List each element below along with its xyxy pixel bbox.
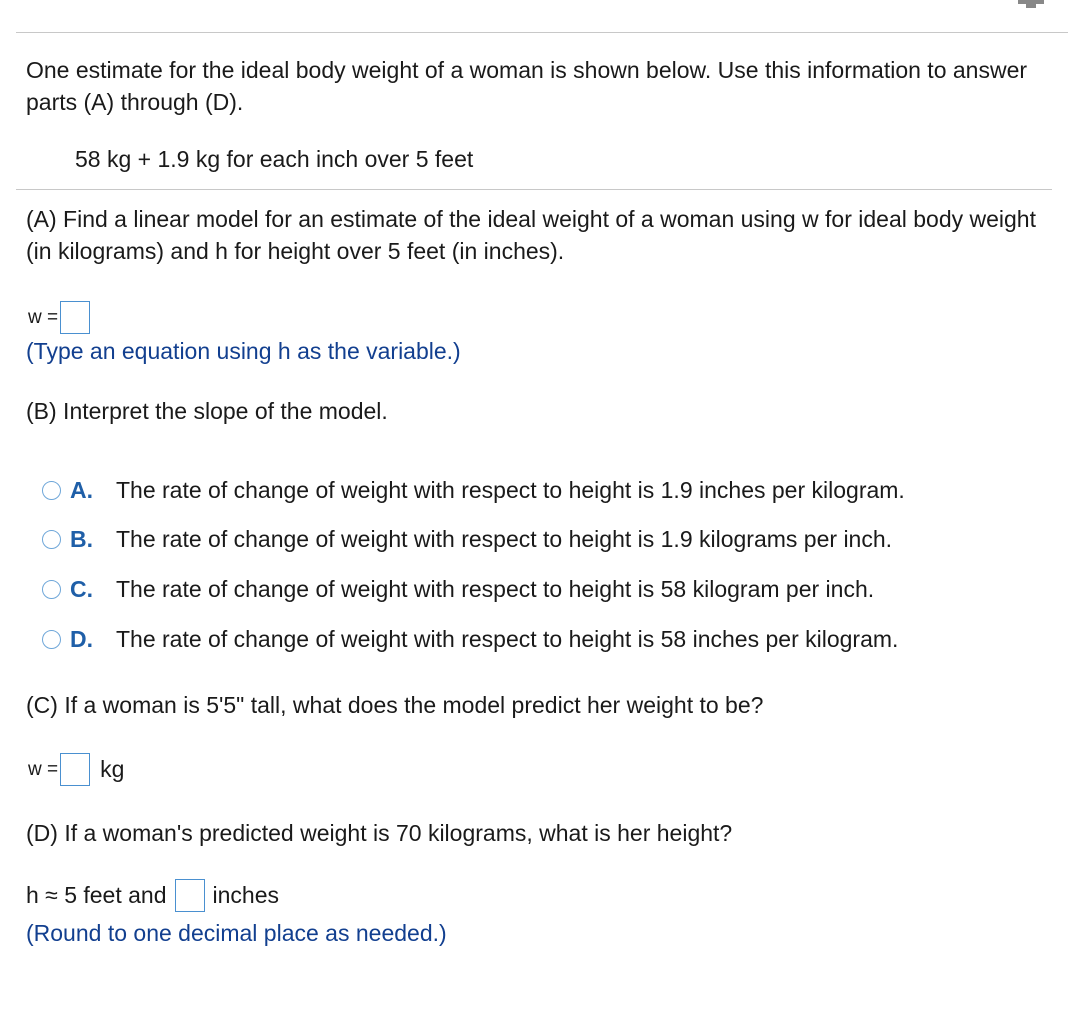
- part-d-prefix: h ≈ 5 feet and: [26, 882, 167, 908]
- toolbar-handle-icon: [1016, 0, 1046, 8]
- part-d-unit: inches: [212, 882, 279, 908]
- choice-d-text: The rate of change of weight with respect to height is 58 inches per kilogram.: [116, 625, 899, 652]
- choice-b-letter: B.: [70, 525, 93, 552]
- choice-b-text: The rate of change of weight with respect to height is 1.9 kilograms per inch.: [116, 525, 893, 552]
- part-c-unit: kg: [100, 756, 125, 782]
- part-c-answer-label: w =: [28, 758, 59, 780]
- choice-c[interactable]: [42, 573, 874, 605]
- part-c-answer-row: [28, 753, 124, 786]
- choice-d[interactable]: [42, 623, 898, 655]
- choice-a-letter: A.: [70, 476, 93, 503]
- choice-a[interactable]: [42, 474, 905, 506]
- radio-a[interactable]: [42, 481, 61, 500]
- part-a-answer-input[interactable]: [60, 301, 90, 334]
- radio-b[interactable]: [42, 530, 61, 549]
- radio-d[interactable]: [42, 630, 61, 649]
- part-a-question: (A) Find a linear model for an estimate of the ideal weight of a woman using w for ideal body weight (in kilograms) and h for height over 5 feet (in inches).: [26, 206, 1036, 264]
- formula-text: 58 kg + 1.9 kg for each inch over 5 feet: [75, 146, 474, 172]
- choice-c-letter: C.: [70, 575, 93, 602]
- part-d-answer-row: [26, 879, 279, 912]
- intro-text: One estimate for the ideal body weight of a woman is shown below. Use this information to answer parts (A) through (D).: [26, 57, 1028, 115]
- choice-c-text: The rate of change of weight with respect to height is 58 kilogram per inch.: [116, 575, 875, 602]
- part-c-question: (C) If a woman is 5'5" tall, what does the model predict her weight to be?: [26, 692, 764, 718]
- choice-a-text: The rate of change of weight with respect to height is 1.9 inches per kilogram.: [116, 476, 905, 503]
- section-divider: [16, 189, 1052, 190]
- part-d-question: (D) If a woman's predicted weight is 70 kilograms, what is her height?: [26, 820, 733, 846]
- choice-b[interactable]: [42, 523, 892, 555]
- part-b-question: (B) Interpret the slope of the model.: [26, 398, 388, 424]
- top-divider: [16, 32, 1068, 33]
- radio-c[interactable]: [42, 580, 61, 599]
- part-c-answer-input[interactable]: [60, 753, 90, 786]
- part-a-answer-row: [28, 301, 90, 334]
- part-d-answer-input[interactable]: [175, 879, 205, 912]
- choice-d-letter: D.: [70, 625, 93, 652]
- part-a-hint: (Type an equation using h as the variable.): [26, 338, 461, 364]
- part-d-hint: (Round to one decimal place as needed.): [26, 920, 447, 946]
- part-a-answer-label: w =: [28, 306, 59, 328]
